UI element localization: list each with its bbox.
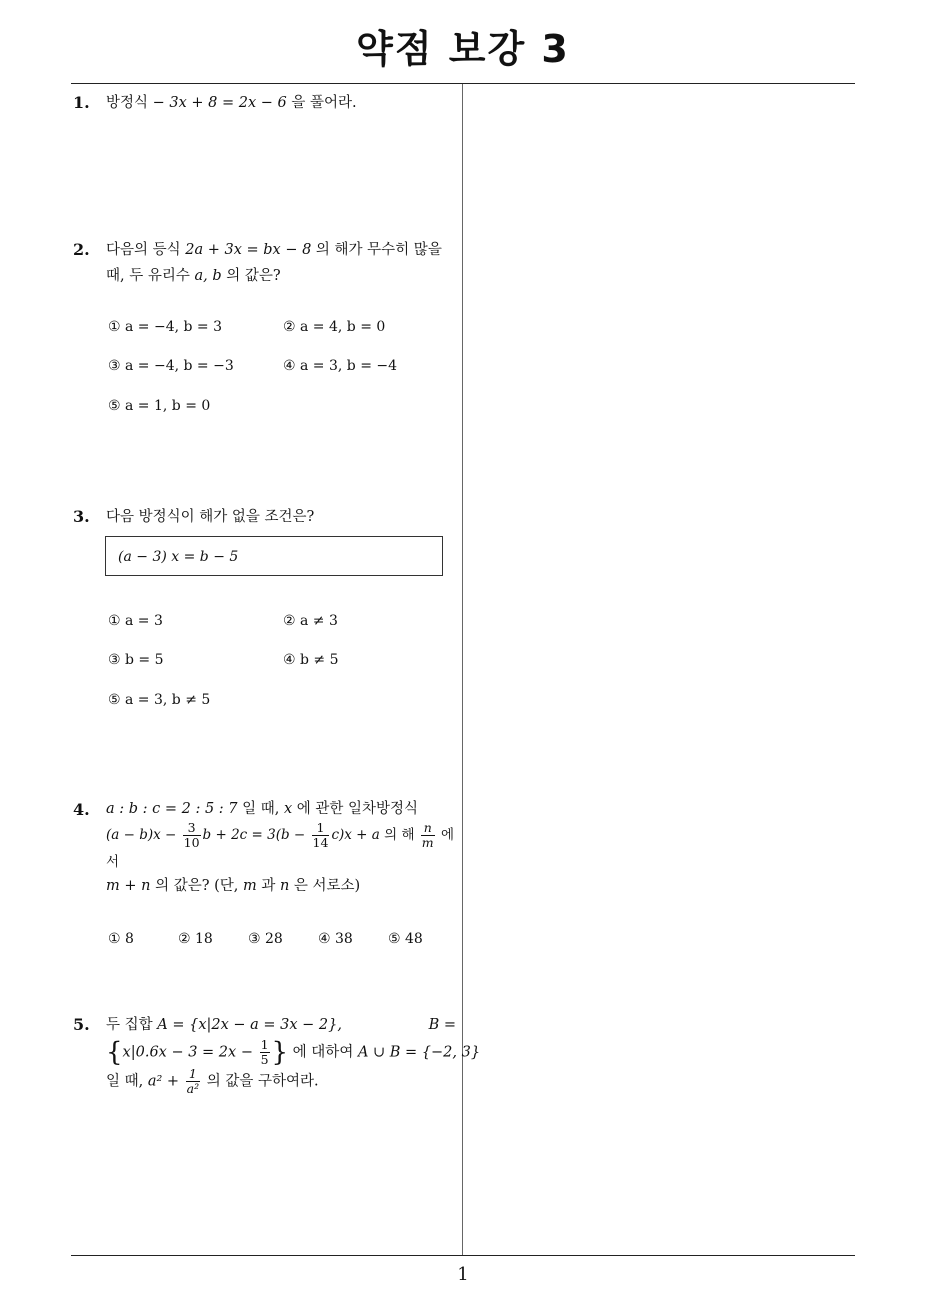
choice-1[interactable]: ① a = −4, b = 3 (108, 319, 223, 335)
choice-4[interactable]: ④ a = 3, b = −4 (283, 358, 398, 374)
equation: x|0.6x − 3 = 2x − (122, 1044, 258, 1061)
answer-choices (108, 926, 456, 956)
choice-2[interactable]: ② a = 4, b = 0 (283, 319, 386, 335)
choice-4[interactable]: ④ b ≠ 5 (283, 652, 339, 668)
question-number: 4. (73, 800, 90, 819)
variable: n (279, 878, 290, 894)
equation: c)x + a (331, 827, 380, 843)
question-text: 방정식 (106, 95, 153, 111)
equation: a, b (194, 268, 222, 284)
page-title: 약점 보강 3 (356, 27, 570, 71)
equation: a² + (147, 1073, 184, 1090)
question-text: 의 해 (379, 827, 419, 843)
question-text: 두 집합 (106, 1017, 158, 1033)
equation-box: (a − 3) x = b − 5 (105, 536, 443, 576)
answer-choices (108, 314, 456, 424)
question-text: 의 값은? (단, (150, 878, 243, 894)
equation: b + 2c = 3(b − (202, 827, 310, 843)
fraction: $\frac{1}{\text{a²}}$ (186, 1066, 200, 1096)
question-text: 의 값을 구하여라. (202, 1073, 319, 1090)
choice-2[interactable]: ② a ≠ 3 (283, 613, 338, 629)
question-text: 일 때, (106, 1073, 148, 1090)
question-text: 과 (256, 878, 280, 894)
choice-5[interactable]: ⑤ a = 3, b ≠ 5 (108, 692, 211, 708)
equation: A ∪ B = {−2, 3} (357, 1044, 481, 1061)
fraction: $\frac{3}{10}$ (183, 820, 200, 850)
choice-3[interactable]: ③ b = 5 (108, 652, 164, 668)
fraction: $\frac{1}{5}$ (260, 1037, 269, 1067)
choice-5[interactable]: ⑤ a = 1, b = 0 (108, 398, 211, 414)
page-number: 1 (457, 1264, 469, 1285)
equation: (a − b)x − (106, 827, 181, 843)
choice-4[interactable]: ④ 38 (318, 931, 353, 947)
question-number: 3. (73, 507, 90, 526)
column-divider (462, 84, 463, 1256)
choice-1[interactable]: ① 8 (108, 931, 134, 947)
question-3 (73, 504, 456, 718)
answer-choices (108, 608, 456, 718)
equation: − 3x + 8 = 2x − 6 (152, 95, 287, 111)
equation: a : b : c = 2 : 5 : 7 (106, 801, 238, 817)
equation: A = {x|2x − a = 3x − 2}, (157, 1017, 342, 1033)
top-rule (71, 83, 855, 84)
question-text: 의 해가 무수히 많을 (311, 242, 442, 258)
question-5 (73, 1012, 481, 1096)
fraction: $\frac{1}{14}$ (312, 820, 329, 850)
question-text: 다음 방정식이 해가 없을 조건은? (106, 509, 315, 525)
variable: x (283, 801, 293, 817)
question-text: 의 값은? (221, 268, 281, 284)
question-text: 때, 두 유리수 (106, 268, 195, 284)
choice-5[interactable]: ⑤ 48 (388, 931, 423, 947)
question-number: 5. (73, 1015, 90, 1034)
question-2 (73, 237, 456, 424)
variable: m (242, 878, 257, 894)
brace-open: { (106, 1037, 123, 1068)
equation: B = (428, 1017, 456, 1033)
brace-close: } (271, 1037, 289, 1068)
equation: 2a + 3x = bx − 8 (185, 242, 312, 258)
fraction: $\frac{n}{m}$ (421, 820, 434, 850)
question-4 (73, 797, 456, 956)
question-text: 은 서로소) (289, 878, 361, 894)
question-number: 2. (73, 240, 90, 259)
bottom-rule (71, 1255, 855, 1256)
choice-1[interactable]: ① a = 3 (108, 613, 163, 629)
question-text: 에 관한 일차방정식 (292, 801, 419, 817)
choice-2[interactable]: ② 18 (178, 931, 213, 947)
question-text: 에 대하여 (288, 1044, 358, 1061)
choice-3[interactable]: ③ a = −4, b = −3 (108, 358, 234, 374)
equation: m + n (106, 878, 151, 894)
question-1 (73, 90, 456, 116)
question-text: 일 때, (237, 801, 284, 817)
question-text: 다음의 등식 (106, 242, 186, 258)
question-number: 1. (73, 93, 90, 112)
question-text: 에서 (106, 827, 454, 870)
choice-3[interactable]: ③ 28 (248, 931, 283, 947)
question-text: 을 풀어라. (286, 95, 357, 111)
